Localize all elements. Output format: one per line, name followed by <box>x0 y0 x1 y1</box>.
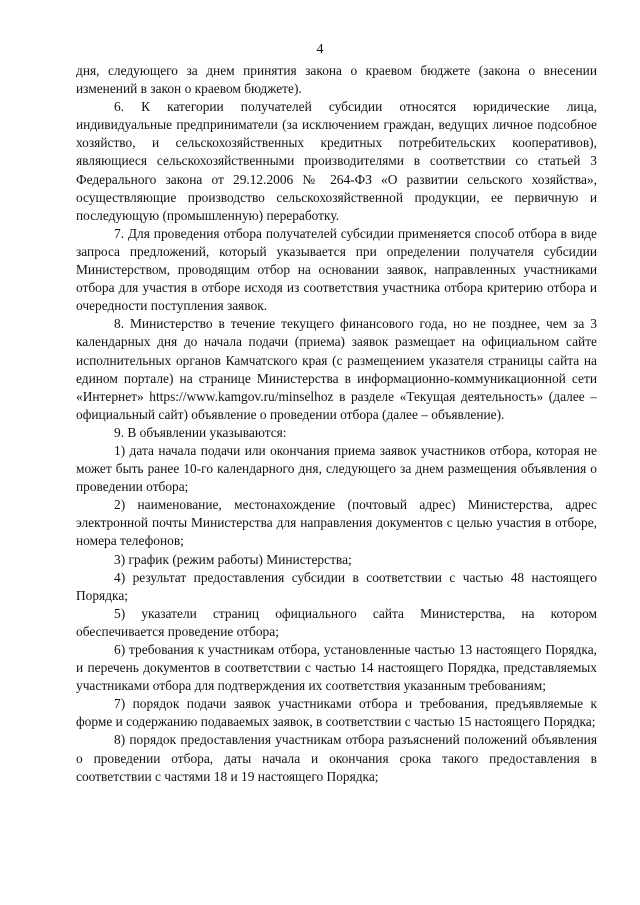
paragraph-6-recipient-categories: 6. К категории получателей субсидии относятся юридические лица, индивидуальные предприниматели (за исключением граждан, ведущих личное подсобное хозяйство, и сельскохозяйственных кредитных потребительских кооперативов), являющиеся сельскохозяйственными производителями в соответствии со статьей 3 Федерального закона от 29.12.2006 № 264-ФЗ «О развитии сельского хозяйства», осуществляющие производство сельскохозяйственной продукции, ее первичную и последующую (промышленную) переработку. <box>76 99 597 223</box>
list-item-4-subsidy-result: 4) результат предоставления субсидии в соответствии с частью 48 настоящего Порядка; <box>76 569 597 603</box>
list-item-3-work-schedule: 3) график (режим работы) Министерства; <box>114 551 352 567</box>
list-item-2-ministry-address: 2) наименование, местонахождение (почтовый адрес) Министерства, адрес электронной почты Министерства для направления документов с целью участия в отборе, номера телефонов; <box>76 497 597 549</box>
paragraph-7-selection-method: 7. Для проведения отбора получателей субсидии применяется способ отбора в виде запроса предложений, который указывается при определении получателя субсидии Министерством, проводящим отбор на основании заявок, направленных участниками отбора для участия в отборе исходя из соответствия участника отбора критерию отбора и очередности поступления заявок. <box>76 225 597 314</box>
list-item-1-application-dates: 1) дата начала подачи или окончания приема заявок участников отбора, которая не может быть ранее 10-го календарного дня, следующего за днем размещения объявления о проведении отбора; <box>76 442 597 495</box>
paragraph-8-announcement-publication: 8. Министерство в течение текущего финансового года, но не позднее, чем за 3 календарных дня до начала подачи (приема) заявок размещает на официальном сайте исполнительных органов Камчатского края (с размещением указателя страницы сайта на едином портале) на странице Министерства в информационно-коммуникационной сети «Интернет» https://www.kamgov.ru/minselhoz в разделе «Текущая деятельность» (далее – официальный сайт) объявление о проведении отбора (далее – объявление). <box>76 316 597 422</box>
list-item-5-site-pointers: 5) указатели страниц официального сайта Министерства, на котором обеспечивается проведение отбора; <box>76 605 597 639</box>
paragraph-continuation: дня, следующего за днем принятия закона о краевом бюджете (закона о внесении изменений в закон о краевом бюджете). <box>76 63 597 97</box>
list-item-6-participant-requirements: 6) требования к участникам отбора, установленные частью 13 настоящего Порядка, и перечень документов в соответствии с частью 14 настоящего Порядка, представляемых участниками отбора для подтверждения их соответствия указанным требованиям; <box>76 642 597 694</box>
list-item-7-application-procedure: 7) порядок подачи заявок участниками отбора и требования, предъявляемые к форме и содержанию подаваемых заявок, в соответствии с частью 15 настоящего Порядка; <box>76 696 597 730</box>
list-item-8-clarification-procedure: 8) порядок предоставления участникам отбора разъяснений положений объявления о проведении отбора, даты начала и окончания срока такого предоставления в соответствии с частями 18 и 19 настоящего Порядка; <box>76 732 597 784</box>
page-number: 4 <box>316 42 324 57</box>
paragraph-9-announcement-contents: 9. В объявлении указываются: <box>114 424 287 440</box>
document-body <box>76 62 597 786</box>
